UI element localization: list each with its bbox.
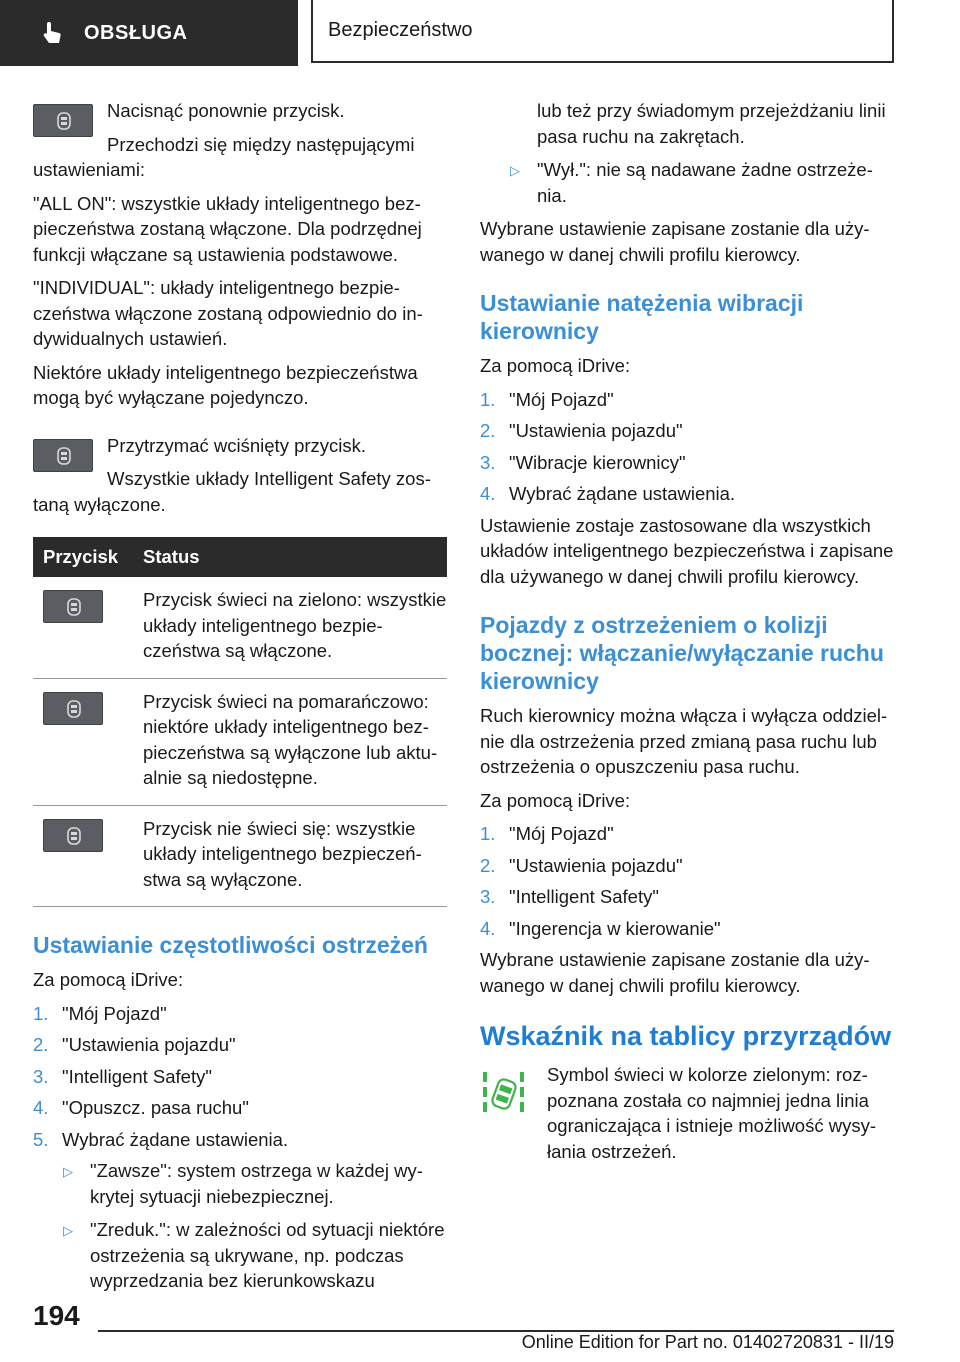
safety-button-icon	[33, 104, 93, 137]
list-item: lub też przy świadomym przejeżdżaniu linii pasa ruchu na zakrętach.	[537, 100, 886, 147]
triangle-bullet-icon: ▷	[63, 1164, 73, 1179]
list-item: 4. Wybrać żądane ustawienia.	[480, 483, 736, 504]
list-item: 4. "Opuszcz. pasa ruchu"	[33, 1097, 249, 1118]
lane-departure-icon	[480, 1066, 528, 1118]
via-idrive-text: Za pomocą iDrive:	[33, 969, 184, 990]
press-again-text: Nacisnąć ponownie przycisk.	[107, 100, 345, 121]
heading-warning-frequency: Ustawianie częstotliwości ostrzeżeń	[33, 932, 428, 958]
page-number: 194	[33, 1300, 80, 1331]
table-row	[33, 577, 447, 678]
hold-block	[33, 433, 447, 518]
saved-text: Wybrane ustawienie zapisane zostanie dla używanego w danej chwili profilu kierowcy.	[480, 949, 870, 996]
footer-edition: Online Edition for Part no. 01402720831 - II/19	[521, 1332, 894, 1352]
status-table	[33, 537, 447, 907]
indicator-text: Symbol świeci w kolorze zielonym: rozpoznana została co najmniej jedna linia ograniczająca i istnieje możliwość wysyłania ostrzeżeń.	[547, 1064, 877, 1162]
table-cell-status: Przycisk świeci na zielono: wszystkie układy inteligentnego bezpieczeństwa są włączone.	[143, 577, 447, 678]
table-row	[33, 678, 447, 805]
via-idrive-text: Za pomocą iDrive:	[480, 789, 631, 811]
section-title: OBSŁUGA	[84, 21, 188, 44]
table-header-button: Przycisk	[33, 537, 143, 577]
list-item: 1. "Mój Pojazd"	[480, 823, 614, 844]
hand-pointer-icon	[38, 19, 66, 47]
sub-options-list	[33, 1158, 447, 1294]
cycles-text: Przechodzi się między następującymi ustawieniami:	[33, 133, 415, 180]
list-item: 1. "Mój Pojazd"	[33, 1002, 167, 1024]
triangle-bullet-icon: ▷	[63, 1223, 73, 1238]
list-item: ▷ "Zreduk.": w zależności od sytuacji niektóre ostrzeżenia są ukrywane, np. podczas wyprzedzania bez kierunkowskazu	[63, 1219, 445, 1291]
sub-options-list-cont	[480, 98, 896, 208]
table-cell-status: Przycisk nie świeci się: wszystkie układy inteligentnego bezpieczeństwa są wyłączone.	[143, 805, 447, 907]
via-idrive-text: Za pomocą iDrive:	[480, 355, 631, 376]
list-item: ▷ "Zawsze": system ostrzega w każdej wykrytej sytuacji niebezpiecznej.	[63, 1160, 423, 1207]
hold-text: Przytrzymać wciśnięty przycisk.	[107, 434, 367, 456]
individual-text: "INDIVIDUAL": układy inteligentnego bezpieczeństwa włączone zostaną odpowiednio do indywidualnych ustawień.	[33, 277, 423, 349]
press-again-block	[33, 98, 447, 183]
list-item: 4. "Ingerencja w kierowanie"	[480, 917, 721, 939]
saved-text: Wybrane ustawienie zapisane zostanie dla używanego w danej chwili profilu kierowcy.	[480, 218, 870, 265]
section-tab	[0, 0, 298, 66]
table-row	[33, 805, 447, 907]
list-item: 2. "Ustawienia pojazdu"	[480, 854, 683, 876]
triangle-bullet-icon: ▷	[510, 163, 520, 178]
steering-text: Ruch kierownicy można włącza i wyłącza oddzielnie dla ostrzeżenia przed zmianą pasa ruchu lub ostrzeżenia o opuszczeniu pasa ruchu.	[480, 705, 888, 777]
chapter-tab	[311, 0, 894, 63]
table-cell-status: Przycisk świeci na pomarańczowo: niektóre układy inteligentnego bezpieczeństwa są wyłączone lub aktualnie są niedostępne.	[143, 678, 447, 805]
left-column	[33, 98, 447, 1302]
list-item: 1. "Mój Pojazd"	[480, 388, 614, 410]
right-column	[480, 98, 896, 1172]
table-header-status: Status	[143, 537, 447, 577]
some-systems-text: Niektóre układy inteligentnego bezpieczeństwa mogą być wyłączane pojedynczo.	[33, 361, 418, 408]
list-item: ▷ "Wył.": nie są nadawane żadne ostrzeżenia.	[510, 159, 873, 206]
indicator-block	[480, 1062, 896, 1164]
all-off-text: Wszystkie układy Intelligent Safety zostaną wyłączone.	[33, 468, 431, 515]
chapter-title: Bezpieczeństwo	[328, 19, 473, 41]
list-item: 3. "Wibracje kierownicy"	[480, 451, 686, 473]
applied-text: Ustawienie zostaje zastosowane dla wszystkich układów inteligentnego bezpieczeństwa i zapisane dla używanego w danej chwili profilu kierowcy.	[480, 514, 894, 587]
heading-vibration: Ustawianie natężenia wibracji kierownicy	[480, 290, 804, 344]
heading-indicator: Wskaźnik na tablicy przyrządów	[480, 1021, 892, 1051]
list-item: 5. Wybrać żądane ustawienia.	[33, 1128, 289, 1150]
safety-button-icon	[33, 439, 93, 472]
list-item: 3. "Intelligent Safety"	[480, 886, 659, 907]
list-item: 2. "Ustawienia pojazdu"	[33, 1034, 236, 1055]
heading-side-collision: Pojazdy z ostrzeżeniem o kolizji bocznej: włączanie/wyłączanie ruchu kierownicy	[480, 612, 884, 694]
list-item: 2. "Ustawienia pojazdu"	[480, 420, 683, 441]
list-item: 3. "Intelligent Safety"	[33, 1065, 212, 1087]
safety-button-orange-icon	[43, 692, 103, 725]
all-on-text: "ALL ON": wszystkie układy inteligentnego bezpieczeństwa zostaną włączone. Dla podrzędnej funkcji włączane są ustawienia podstawowe.	[33, 192, 422, 265]
steps-list	[33, 1001, 447, 1153]
steps-list	[480, 821, 896, 941]
safety-button-green-icon	[43, 590, 103, 623]
safety-button-off-icon	[43, 819, 103, 852]
steps-list	[480, 387, 896, 507]
